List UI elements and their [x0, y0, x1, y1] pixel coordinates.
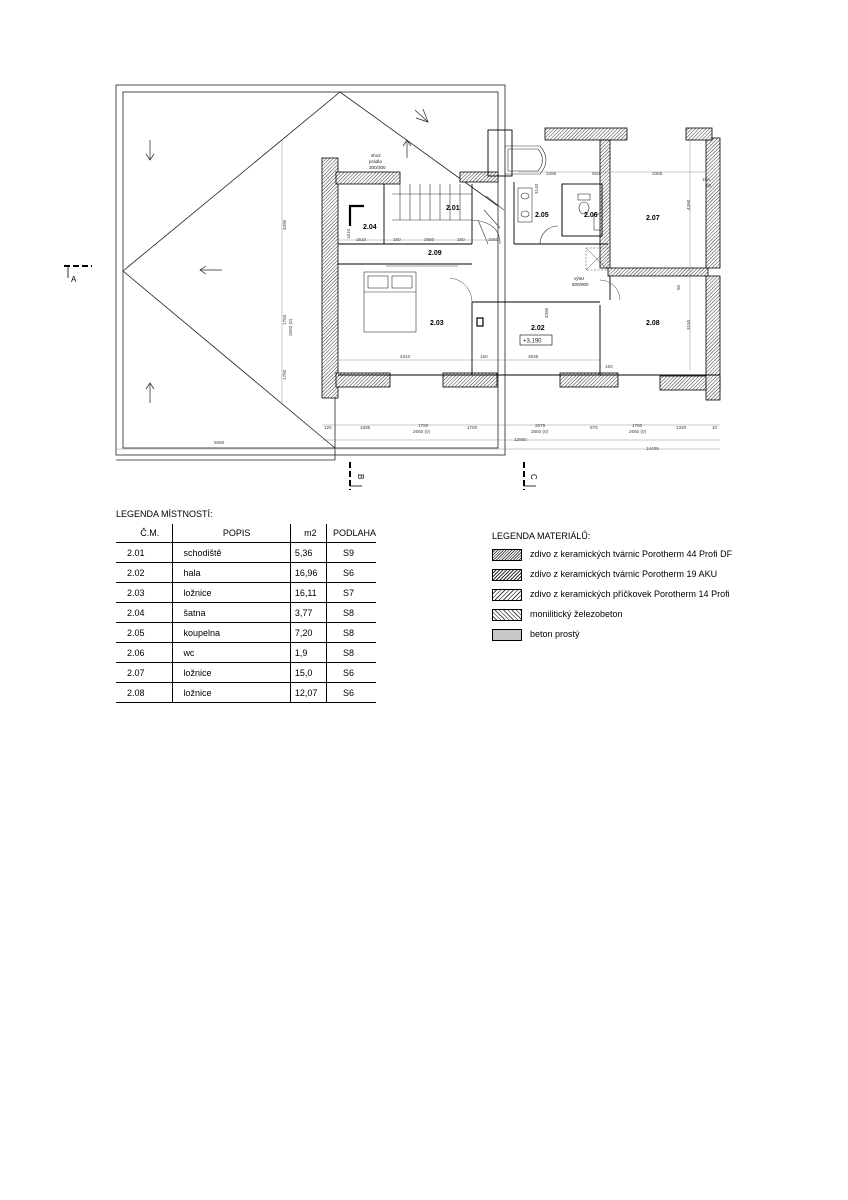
material-item: monilitický železobeton — [492, 607, 590, 627]
room-2-01-label: 2.01 — [446, 205, 460, 212]
section-marker-b — [350, 462, 365, 490]
svg-text:2650: 2650 — [424, 237, 435, 242]
svg-text:C: C — [529, 474, 538, 480]
material-swatch — [492, 609, 522, 621]
section-marker-c — [524, 462, 538, 490]
material-item: zdivo z keramických tvárnic Porotherm 44 Profi DF — [492, 547, 590, 567]
room-2-06-label: 2.06 — [584, 212, 598, 219]
material-item: zdivo z keramických příčkovek Porotherm 14 Profi — [492, 587, 590, 607]
dimension-texts — [214, 171, 718, 451]
svg-text:prádla: prádla — [369, 159, 382, 164]
table-row: 2.05 koupelna 7,20 S8 — [116, 623, 376, 643]
svg-text:shoz: shoz — [371, 153, 381, 158]
floor-plan — [0, 0, 848, 510]
header-podlaha: PODLAHA — [326, 524, 376, 543]
wardrobe-marker — [350, 206, 364, 226]
table-row: 2.03 ložnice 16,11 S7 — [116, 583, 376, 603]
svg-text:2650 (0): 2650 (0) — [531, 429, 549, 434]
materials-legend — [492, 531, 733, 647]
svg-text:125: 125 — [324, 425, 332, 430]
svg-text:150: 150 — [393, 237, 401, 242]
table-row: 2.06 wc 1,9 S8 — [116, 643, 376, 663]
material-item: zdivo z keramických tvárnic Porotherm 19 AKU — [492, 567, 590, 587]
header-cm: Č.M. — [116, 524, 173, 543]
svg-text:2675: 2675 — [535, 423, 546, 428]
svg-text:300/300: 300/300 — [369, 165, 386, 170]
table-header-row — [116, 524, 376, 543]
svg-text:1510: 1510 — [356, 237, 367, 242]
svg-text:150: 150 — [480, 354, 488, 359]
table-row: 2.02 hala 16,96 S6 — [116, 563, 376, 583]
svg-text:A: A — [71, 275, 77, 284]
room-2-07-label: 2.07 — [646, 215, 660, 222]
svg-text:4390: 4390 — [544, 307, 549, 318]
svg-text:výlez: výlez — [574, 276, 585, 281]
staircase — [392, 184, 504, 244]
svg-text:1340: 1340 — [676, 425, 687, 430]
svg-text:150: 150 — [457, 237, 465, 242]
svg-text:4390: 4390 — [282, 219, 287, 230]
material-item: beton prostý — [492, 627, 590, 647]
doors — [386, 248, 620, 326]
svg-text:3835: 3835 — [528, 354, 539, 359]
room-2-04-label: 2.04 — [363, 224, 377, 231]
bathroom-fixtures — [505, 146, 600, 244]
room-2-05-label: 2.05 — [535, 212, 549, 219]
bed — [364, 272, 416, 332]
table-row: 2.08 ložnice 12,07 S6 — [116, 683, 376, 703]
svg-text:1750: 1750 — [282, 369, 287, 380]
level-label: +3,190 — [523, 338, 542, 345]
table-row: 2.07 ložnice 15,0 S6 — [116, 663, 376, 683]
table-row: 2.04 šatna 3,77 S8 — [116, 603, 376, 623]
svg-text:875: 875 — [590, 425, 598, 430]
material-swatch — [492, 629, 522, 641]
header-m2: m2 — [290, 524, 326, 543]
svg-text:1750: 1750 — [632, 423, 643, 428]
svg-text:1050: 1050 — [488, 237, 499, 242]
svg-text:3365: 3365 — [652, 171, 663, 176]
svg-text:600/900: 600/900 — [572, 282, 589, 287]
roof-outline — [116, 85, 505, 460]
room-2-02-label: 2.02 — [531, 325, 545, 332]
svg-text:1750: 1750 — [282, 314, 287, 325]
roof-slope-arrows — [146, 109, 428, 403]
svg-text:12800: 12800 — [514, 437, 527, 442]
svg-text:50: 50 — [676, 284, 681, 290]
table-row: 2.01 schodiště 5,36 S9 — [116, 543, 376, 563]
material-swatch — [492, 569, 522, 581]
materials-legend-title: LEGENDA MATERIÁLŮ: — [492, 531, 591, 541]
material-swatch — [492, 589, 522, 601]
svg-text:4310: 4310 — [400, 354, 411, 359]
svg-text:3150: 3150 — [686, 319, 691, 330]
svg-text:5690: 5690 — [214, 440, 225, 445]
material-swatch — [492, 549, 522, 561]
room-2-08-label: 2.08 — [646, 320, 660, 327]
svg-text:1610: 1610 — [346, 228, 351, 239]
header-popis: POPIS — [173, 524, 290, 543]
room-2-09-label: 2.09 — [428, 250, 442, 257]
room-2-03-label: 2.03 — [430, 320, 444, 327]
svg-text:4390: 4390 — [686, 199, 691, 210]
svg-text:B: B — [356, 474, 365, 480]
section-marker-a — [64, 266, 92, 284]
svg-text:14405: 14405 — [646, 446, 659, 451]
svg-text:1750: 1750 — [467, 425, 478, 430]
rooms-table — [116, 524, 376, 703]
svg-text:2650 (0): 2650 (0) — [288, 318, 293, 336]
svg-text:10: 10 — [712, 425, 718, 430]
rooms-legend-title: LEGENDA MÍSTNOSTÍ: — [116, 509, 213, 519]
svg-text:150: 150 — [605, 364, 613, 369]
dimension-lines — [116, 140, 720, 449]
svg-text:3285: 3285 — [546, 171, 557, 176]
svg-text:150: 150 — [702, 177, 710, 182]
svg-text:2650 (0): 2650 (0) — [413, 429, 431, 434]
svg-text:3140: 3140 — [534, 183, 539, 194]
svg-text:550: 550 — [592, 171, 600, 176]
svg-text:1750: 1750 — [418, 423, 429, 428]
svg-text:50: 50 — [706, 183, 712, 188]
svg-text:1685: 1685 — [360, 425, 371, 430]
svg-text:2650 (0): 2650 (0) — [629, 429, 647, 434]
